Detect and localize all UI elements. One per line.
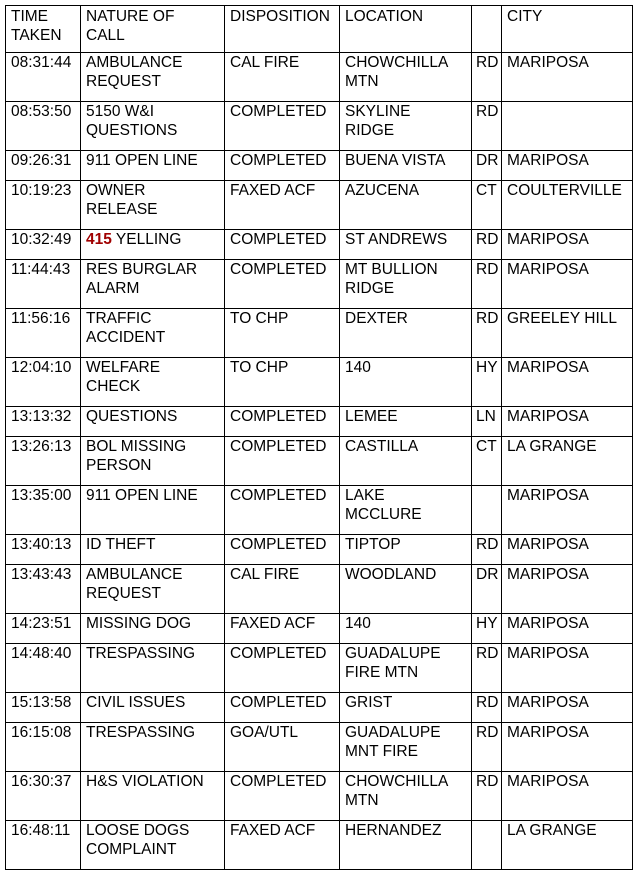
nature-cell: WELFARE CHECK [81, 358, 225, 407]
location-cell: BUENA VISTA [340, 151, 472, 181]
location-cell: LEMEE [340, 407, 472, 437]
header-city: CITY [502, 6, 633, 53]
nature-cell: QUESTIONS [81, 407, 225, 437]
time-cell: 13:43:43 [6, 565, 81, 614]
time-cell: 10:19:23 [6, 181, 81, 230]
street-type-cell: RD [472, 309, 502, 358]
disposition-cell: COMPLETED [225, 644, 340, 693]
city-cell: MARIPOSA [502, 614, 633, 644]
location-cell: SKYLINE RIDGE [340, 102, 472, 151]
street-type-cell: HY [472, 614, 502, 644]
street-type-cell: CT [472, 181, 502, 230]
street-type-cell: RD [472, 53, 502, 102]
header-street-type [472, 6, 502, 53]
table-row [6, 535, 633, 565]
street-type-cell: LN [472, 407, 502, 437]
city-cell: COULTERVILLE [502, 181, 633, 230]
city-cell: MARIPOSA [502, 535, 633, 565]
table-row [6, 437, 633, 486]
disposition-cell: CAL FIRE [225, 565, 340, 614]
street-type-cell: DR [472, 565, 502, 614]
location-cell: GUADALUPE MNT FIRE [340, 723, 472, 772]
disposition-cell: COMPLETED [225, 260, 340, 309]
location-cell: ST ANDREWS [340, 230, 472, 260]
location-cell: CHOWCHILLA MTN [340, 53, 472, 102]
time-cell: 08:31:44 [6, 53, 81, 102]
location-cell: 140 [340, 614, 472, 644]
street-type-cell: HY [472, 358, 502, 407]
street-type-cell: CT [472, 437, 502, 486]
location-cell: WOODLAND [340, 565, 472, 614]
disposition-cell: TO CHP [225, 358, 340, 407]
street-type-cell: RD [472, 535, 502, 565]
table-row [6, 821, 633, 870]
city-cell: MARIPOSA [502, 644, 633, 693]
street-type-cell: DR [472, 151, 502, 181]
street-type-cell: RD [472, 260, 502, 309]
nature-cell: 5150 W&I QUESTIONS [81, 102, 225, 151]
street-type-cell [472, 821, 502, 870]
street-type-cell [472, 486, 502, 535]
city-cell: MARIPOSA [502, 772, 633, 821]
table-row [6, 486, 633, 535]
disposition-cell: COMPLETED [225, 407, 340, 437]
location-cell: LAKE MCCLURE [340, 486, 472, 535]
call-log-body [6, 6, 633, 870]
disposition-cell: COMPLETED [225, 230, 340, 260]
city-cell: LA GRANGE [502, 437, 633, 486]
time-cell: 14:23:51 [6, 614, 81, 644]
city-cell: MARIPOSA [502, 53, 633, 102]
nature-cell: LOOSE DOGS COMPLAINT [81, 821, 225, 870]
time-cell: 14:48:40 [6, 644, 81, 693]
time-cell: 13:40:13 [6, 535, 81, 565]
city-cell: LA GRANGE [502, 821, 633, 870]
nature-cell: 911 OPEN LINE [81, 151, 225, 181]
disposition-cell: COMPLETED [225, 693, 340, 723]
disposition-cell: CAL FIRE [225, 53, 340, 102]
time-cell: 16:48:11 [6, 821, 81, 870]
nature-cell: MISSING DOG [81, 614, 225, 644]
time-cell: 16:15:08 [6, 723, 81, 772]
time-cell: 08:53:50 [6, 102, 81, 151]
disposition-cell: COMPLETED [225, 535, 340, 565]
nature-cell: 911 OPEN LINE [81, 486, 225, 535]
nature-cell: BOL MISSING PERSON [81, 437, 225, 486]
location-cell: HERNANDEZ [340, 821, 472, 870]
nature-cell: ID THEFT [81, 535, 225, 565]
table-row [6, 230, 633, 260]
disposition-cell: FAXED ACF [225, 181, 340, 230]
location-cell: TIPTOP [340, 535, 472, 565]
street-type-cell: RD [472, 230, 502, 260]
table-row [6, 151, 633, 181]
table-row [6, 181, 633, 230]
city-cell: MARIPOSA [502, 358, 633, 407]
nature-cell: OWNER RELEASE [81, 181, 225, 230]
time-cell: 13:26:13 [6, 437, 81, 486]
time-cell: 15:13:58 [6, 693, 81, 723]
location-cell: CASTILLA [340, 437, 472, 486]
city-cell: MARIPOSA [502, 565, 633, 614]
table-row [6, 565, 633, 614]
disposition-cell: COMPLETED [225, 486, 340, 535]
time-cell: 13:35:00 [6, 486, 81, 535]
location-cell: DEXTER [340, 309, 472, 358]
nature-cell: RES BURGLAR ALARM [81, 260, 225, 309]
table-row [6, 644, 633, 693]
city-cell [502, 102, 633, 151]
table-row [6, 407, 633, 437]
city-cell: MARIPOSA [502, 260, 633, 309]
nature-cell: TRESPASSING [81, 723, 225, 772]
call-code: 415 [86, 231, 112, 248]
disposition-cell: COMPLETED [225, 772, 340, 821]
city-cell: GREELEY HILL [502, 309, 633, 358]
city-cell: MARIPOSA [502, 407, 633, 437]
header-disposition: DISPOSITION [225, 6, 340, 53]
time-cell: 12:04:10 [6, 358, 81, 407]
table-row [6, 358, 633, 407]
header-nature-of-call: NATURE OF CALL [81, 6, 225, 53]
table-row [6, 102, 633, 151]
table-row [6, 309, 633, 358]
time-cell: 11:44:43 [6, 260, 81, 309]
time-cell: 13:13:32 [6, 407, 81, 437]
table-row [6, 772, 633, 821]
location-cell: GUADALUPE FIRE MTN [340, 644, 472, 693]
location-cell: 140 [340, 358, 472, 407]
time-cell: 10:32:49 [6, 230, 81, 260]
nature-cell: H&S VIOLATION [81, 772, 225, 821]
table-row [6, 53, 633, 102]
table-row [6, 693, 633, 723]
disposition-cell: FAXED ACF [225, 614, 340, 644]
nature-cell: AMBULANCE REQUEST [81, 565, 225, 614]
street-type-cell: RD [472, 102, 502, 151]
nature-cell [81, 230, 225, 260]
nature-cell: AMBULANCE REQUEST [81, 53, 225, 102]
nature-cell: CIVIL ISSUES [81, 693, 225, 723]
location-cell: MT BULLION RIDGE [340, 260, 472, 309]
street-type-cell: RD [472, 772, 502, 821]
disposition-cell: COMPLETED [225, 151, 340, 181]
city-cell: MARIPOSA [502, 230, 633, 260]
street-type-cell: RD [472, 644, 502, 693]
disposition-cell: FAXED ACF [225, 821, 340, 870]
nature-cell: TRESPASSING [81, 644, 225, 693]
time-cell: 16:30:37 [6, 772, 81, 821]
location-cell: GRIST [340, 693, 472, 723]
disposition-cell: GOA/UTL [225, 723, 340, 772]
time-cell: 11:56:16 [6, 309, 81, 358]
city-cell: MARIPOSA [502, 723, 633, 772]
header-row [6, 6, 633, 53]
disposition-cell: TO CHP [225, 309, 340, 358]
call-log-table [5, 5, 633, 870]
location-cell: CHOWCHILLA MTN [340, 772, 472, 821]
table-row [6, 614, 633, 644]
header-location: LOCATION [340, 6, 472, 53]
nature-text: YELLING [115, 231, 182, 248]
city-cell: MARIPOSA [502, 693, 633, 723]
table-row [6, 260, 633, 309]
nature-cell: TRAFFIC ACCIDENT [81, 309, 225, 358]
time-cell: 09:26:31 [6, 151, 81, 181]
header-time-taken: TIME TAKEN [6, 6, 81, 53]
street-type-cell: RD [472, 693, 502, 723]
disposition-cell: COMPLETED [225, 437, 340, 486]
disposition-cell: COMPLETED [225, 102, 340, 151]
city-cell: MARIPOSA [502, 151, 633, 181]
street-type-cell: RD [472, 723, 502, 772]
location-cell: AZUCENA [340, 181, 472, 230]
table-row [6, 723, 633, 772]
city-cell: MARIPOSA [502, 486, 633, 535]
